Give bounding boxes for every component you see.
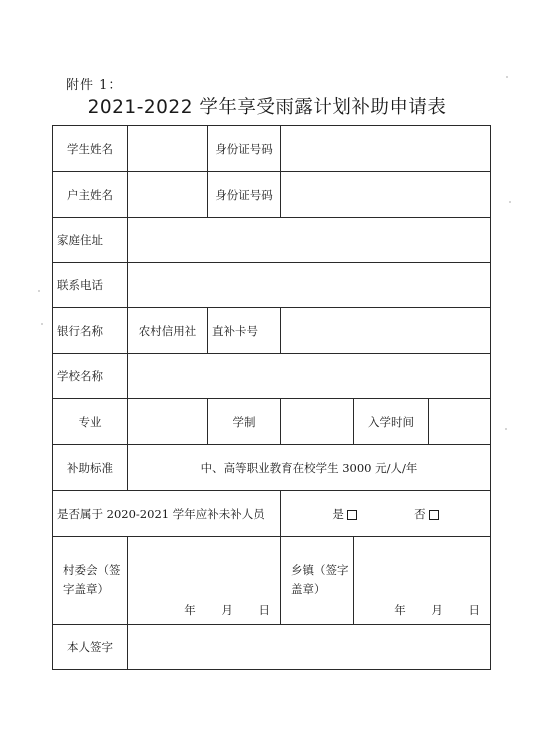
id-number-label-1: 身份证号码: [208, 126, 281, 172]
phone-field[interactable]: [128, 263, 491, 308]
phone-label: 联系电话: [53, 263, 128, 308]
no-checkbox[interactable]: [429, 510, 439, 520]
village-date-line: 年 月 日: [184, 603, 270, 617]
householder-name-field[interactable]: [128, 172, 208, 218]
student-name-field[interactable]: [128, 126, 208, 172]
self-signature-label: 本人签字: [53, 625, 128, 670]
township-label: 乡镇（签字盖章）: [291, 563, 349, 596]
schooling-length-field[interactable]: [281, 399, 354, 445]
scan-speck: [505, 428, 507, 430]
yes-checkbox[interactable]: [347, 510, 357, 520]
row-student: [53, 126, 491, 172]
householder-id-field[interactable]: [281, 172, 491, 218]
card-number-field[interactable]: [281, 308, 491, 354]
subsidy-standard-label: 补助标准: [53, 445, 128, 491]
id-number-label-2: 身份证号码: [208, 172, 281, 218]
form-title: 2021-2022 学年享受雨露计划补助申请表: [87, 97, 447, 118]
yes-label: 是: [332, 506, 344, 521]
row-householder: [53, 172, 491, 218]
row-bank: [53, 308, 491, 354]
unpaid-question-label: 是否属于 2020-2021 学年应补未补人员: [53, 491, 281, 537]
home-address-field[interactable]: [128, 218, 491, 263]
enroll-time-label: 入学时间: [354, 399, 429, 445]
row-subsidy: [53, 445, 491, 491]
schooling-length-label: 学制: [208, 399, 281, 445]
application-form-table: [52, 125, 491, 670]
student-id-field[interactable]: [281, 126, 491, 172]
scan-speck: [509, 201, 511, 203]
row-major: [53, 399, 491, 445]
home-address-label: 家庭住址: [53, 218, 128, 263]
major-field[interactable]: [128, 399, 208, 445]
enroll-time-field[interactable]: [429, 399, 491, 445]
village-committee-label: 村委会（签字盖章）: [63, 563, 121, 596]
row-school: [53, 354, 491, 399]
subsidy-standard-value: 中、高等职业教育在校学生 3000 元/人/年: [128, 445, 491, 491]
card-number-label: 直补卡号: [208, 308, 281, 354]
major-label: 专业: [53, 399, 128, 445]
row-question: [53, 491, 491, 537]
scan-speck: [41, 323, 43, 325]
village-committee-label-cell: [53, 537, 128, 625]
school-name-label: 学校名称: [53, 354, 128, 399]
self-signature-field[interactable]: [128, 625, 491, 670]
householder-name-label: 户主姓名: [53, 172, 128, 218]
school-name-field[interactable]: [128, 354, 491, 399]
row-signatures: [53, 537, 491, 625]
township-label-cell: [281, 537, 354, 625]
row-self-signature: [53, 625, 491, 670]
scan-speck: [38, 290, 40, 292]
scan-speck: [506, 76, 508, 78]
row-phone: [53, 263, 491, 308]
township-date-line: 年 月 日: [394, 603, 480, 617]
no-label: 否: [414, 506, 426, 521]
student-name-label: 学生姓名: [53, 126, 128, 172]
row-address: [53, 218, 491, 263]
township-sign-area[interactable]: [354, 537, 491, 625]
village-committee-sign-area[interactable]: [128, 537, 281, 625]
bank-name-value: 农村信用社: [128, 308, 208, 354]
attachment-label: 附件 1：: [66, 78, 123, 93]
bank-name-label: 银行名称: [53, 308, 128, 354]
yes-no-cell: [281, 491, 491, 537]
